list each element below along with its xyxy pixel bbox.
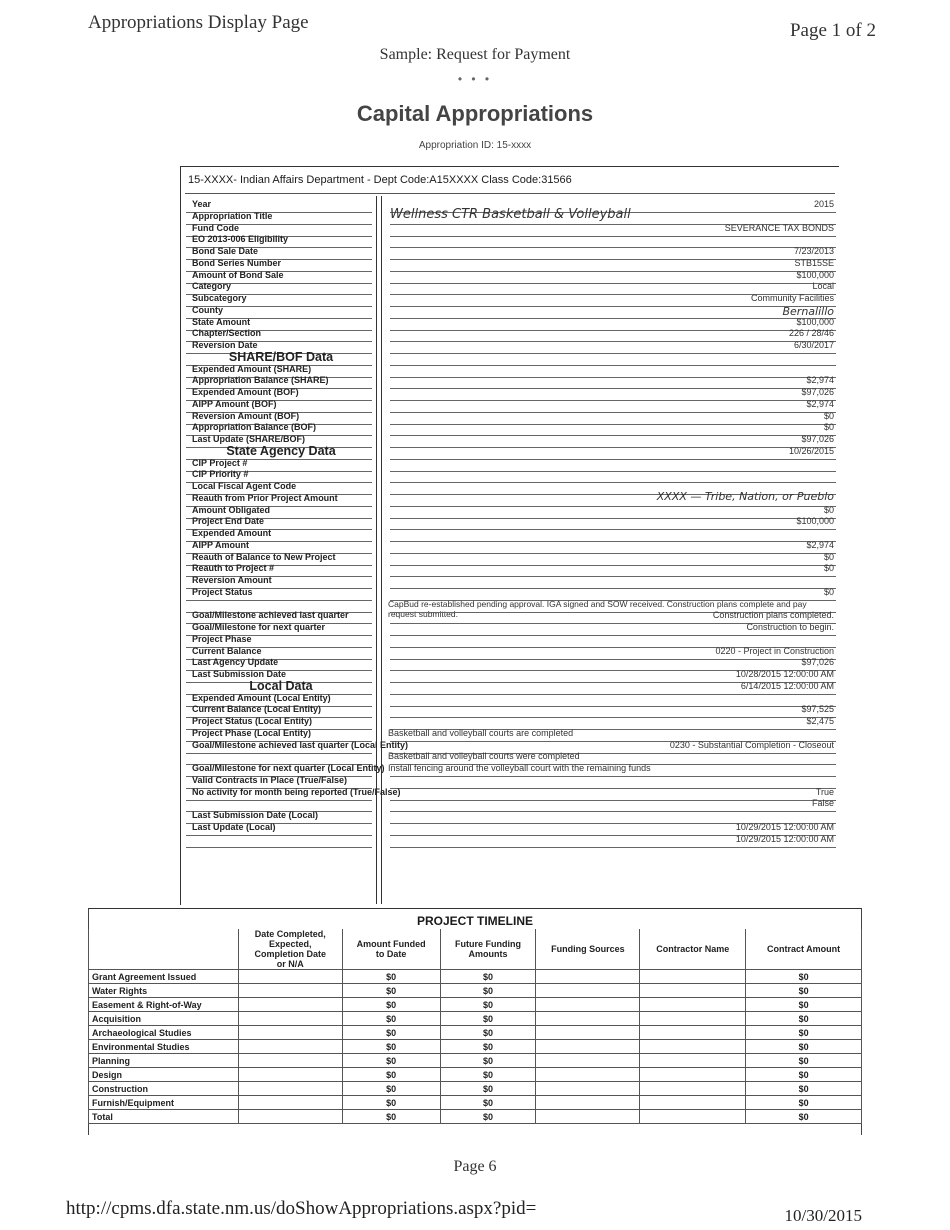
timeline-row-name: Grant Agreement Issued — [89, 970, 239, 984]
detail-row — [186, 833, 836, 848]
row-rule — [186, 847, 372, 848]
future-funding-cell: $0 — [440, 1110, 536, 1124]
timeline-body — [89, 970, 862, 1124]
amount-funded-cell: $0 — [342, 998, 440, 1012]
field-label: Chapter/Section — [192, 328, 262, 339]
field-value: $97,525 — [801, 704, 834, 715]
field-label: Project Status (Local Entity) — [192, 716, 313, 726]
field-value: $2,974 — [806, 375, 834, 386]
field-label: Amount of Bond Sale — [192, 269, 284, 280]
funding-sources-cell — [536, 970, 640, 984]
timeline-row — [89, 970, 862, 984]
future-funding-cell: $0 — [440, 1040, 536, 1054]
field-label: Bond Sale Date — [192, 246, 259, 256]
section-heading: SHARE/BOF Data — [228, 349, 334, 364]
timeline-row-name: Construction — [89, 1082, 239, 1096]
amount-funded-cell: $0 — [342, 970, 440, 984]
contract-amount-cell: $0 — [746, 970, 862, 984]
field-value: Wellness CTR Basketball & Volleyball — [390, 206, 631, 222]
contract-amount-cell: $0 — [746, 1026, 862, 1040]
contractor-name-cell — [640, 1082, 746, 1096]
field-label: Project End Date — [192, 516, 265, 527]
field-label: Reauth of Balance to New Project — [192, 551, 336, 562]
field-value: $2,974 — [806, 539, 834, 550]
field-value: $97,026 — [801, 434, 834, 444]
contractor-name-cell — [640, 1110, 746, 1124]
timeline-row-name: Water Rights — [89, 984, 239, 998]
field-value: XXXX — Tribe, Nation, or Pueblo — [656, 489, 834, 503]
footer-url: http://cpms.dfa.state.nm.us/doShowAppropriations.aspx?pid= — [66, 1198, 537, 1219]
field-label: Amount Obligated — [192, 504, 270, 515]
funding-sources-cell — [536, 1054, 640, 1068]
date-cell — [238, 1012, 342, 1026]
document-subtitle: Sample: Request for Payment — [379, 46, 571, 63]
field-value: 10/26/2015 — [788, 445, 834, 456]
field-label: Reauth from Prior Project Amount — [192, 492, 338, 503]
field-value: Construction plans completed. — [712, 610, 834, 621]
field-value: $100,000 — [796, 516, 834, 527]
amount-funded-cell: $0 — [342, 1096, 440, 1110]
field-value: $100,000 — [796, 269, 834, 280]
contractor-name-cell — [640, 984, 746, 998]
row-rule — [390, 847, 836, 848]
department-line: 15-XXXX- Indian Affairs Department - Dept Code:A15XXXX Class Code:31566 — [188, 174, 572, 186]
header-funding-sources: Funding Sources — [536, 929, 640, 970]
field-label: State Amount — [192, 316, 251, 327]
field-label: Expended Amount (Local Entity) — [192, 692, 331, 703]
timeline-row-name: Archaeological Studies — [89, 1026, 239, 1040]
section-heading: Local Data — [249, 678, 313, 693]
funding-sources-cell — [536, 1110, 640, 1124]
field-value: $2,475 — [806, 716, 834, 726]
amount-funded-cell: $0 — [342, 1082, 440, 1096]
field-label: Appropriation Title — [192, 210, 273, 221]
amount-funded-cell: $0 — [342, 1054, 440, 1068]
timeline-row — [89, 1096, 862, 1110]
header-cell — [89, 929, 239, 970]
date-cell — [238, 1110, 342, 1124]
amount-funded-cell: $0 — [342, 1040, 440, 1054]
field-value: STB15SE — [794, 257, 834, 268]
amount-funded-cell: $0 — [342, 1012, 440, 1026]
field-label: Year — [192, 199, 212, 209]
field-label: Current Balance — [192, 645, 262, 656]
timeline-row-name: Acquisition — [89, 1012, 239, 1026]
field-value: Local — [812, 281, 834, 292]
funding-sources-cell — [536, 1068, 640, 1082]
contractor-name-cell — [640, 970, 746, 984]
contract-amount-cell: $0 — [746, 1082, 862, 1096]
funding-sources-cell — [536, 1040, 640, 1054]
field-label: Last Update (Local) — [192, 821, 276, 832]
funding-sources-cell — [536, 984, 640, 998]
header-date-line: or N/A — [276, 959, 304, 969]
header-contract-amount: Contract Amount — [746, 929, 862, 970]
date-cell — [238, 1040, 342, 1054]
contractor-name-cell — [640, 998, 746, 1012]
amount-funded-cell: $0 — [342, 1026, 440, 1040]
field-label: CIP Priority # — [192, 469, 249, 480]
divider — [185, 193, 835, 194]
separator-dots: • • • — [457, 72, 493, 86]
date-cell — [238, 1054, 342, 1068]
field-label: Bond Series Number — [192, 257, 282, 268]
field-label: AIPP Amount — [192, 539, 250, 550]
header-date-line: Completion Date — [254, 949, 327, 959]
future-funding-cell: $0 — [440, 984, 536, 998]
field-value: 10/29/2015 12:00:00 AM — [735, 821, 834, 832]
project-timeline-table — [88, 929, 862, 1124]
date-cell — [238, 998, 342, 1012]
field-label: Project Phase (Local Entity) — [192, 727, 312, 738]
future-funding-cell: $0 — [440, 970, 536, 984]
header-amount-line: to Date — [375, 949, 407, 959]
field-value: $0 — [823, 551, 834, 562]
field-label: CIP Project # — [192, 457, 248, 468]
field-label: EO 2013-006 Eligibility — [192, 234, 289, 245]
contractor-name-cell — [640, 1054, 746, 1068]
field-label: Goal/Milestone achieved last quarter — [192, 610, 349, 621]
contractor-name-cell — [640, 1026, 746, 1040]
future-funding-cell: $0 — [440, 998, 536, 1012]
contractor-name-cell — [640, 1012, 746, 1026]
timeline-row — [89, 1068, 862, 1082]
date-cell — [238, 984, 342, 998]
field-label: No activity for month being reported (True/False) — [192, 786, 401, 797]
header-amount-funded — [342, 929, 440, 970]
field-label: AIPP Amount (BOF) — [192, 398, 277, 409]
contract-amount-cell: $0 — [746, 1040, 862, 1054]
field-value: Basketball and volleyball courts were completed — [388, 751, 580, 762]
field-value: 6/30/2017 — [793, 340, 834, 350]
field-label: Valid Contracts in Place (True/False) — [192, 774, 348, 785]
field-label: Expended Amount (BOF) — [192, 387, 299, 397]
field-label: Goal/Milestone achieved last quarter (Local Entity) — [192, 739, 409, 750]
date-cell — [238, 970, 342, 984]
field-value: $97,026 — [801, 657, 834, 668]
header-date — [238, 929, 342, 970]
field-value: $97,026 — [801, 387, 834, 397]
field-label: Expended Amount — [192, 528, 272, 538]
timeline-row-name: Design — [89, 1068, 239, 1082]
page-counter: Page 1 of 2 — [789, 20, 876, 41]
field-label: Reversion Amount (BOF) — [192, 410, 300, 421]
field-value: Community Facilities — [750, 293, 834, 303]
field-label: Goal/Milestone for next quarter — [192, 622, 326, 632]
future-funding-cell: $0 — [440, 1026, 536, 1040]
field-value: SEVERANCE TAX BONDS — [724, 222, 834, 233]
timeline-row — [89, 984, 862, 998]
timeline-row — [89, 1012, 862, 1026]
timeline-row-name: Planning — [89, 1054, 239, 1068]
field-label: Appropriation Balance (BOF) — [192, 422, 317, 433]
field-label: Reversion Amount — [192, 575, 272, 585]
field-label: Project Phase — [192, 633, 252, 644]
funding-sources-cell — [536, 1026, 640, 1040]
date-cell — [238, 1068, 342, 1082]
timeline-title: PROJECT TIMELINE — [416, 914, 533, 928]
date-cell — [238, 1026, 342, 1040]
future-funding-cell: $0 — [440, 1054, 536, 1068]
field-value: 0230 - Substantial Completion - Closeout — [669, 739, 834, 750]
field-label: Last Submission Date (Local) — [192, 810, 319, 820]
footer-date: 10/30/2015 — [784, 1206, 862, 1225]
timeline-header-row — [89, 929, 862, 970]
future-funding-cell: $0 — [440, 1012, 536, 1026]
field-value: 10/29/2015 12:00:00 AM — [735, 833, 834, 844]
field-value: 226 / 28/46 — [788, 328, 834, 339]
header-contractor-name: Contractor Name — [640, 929, 746, 970]
header-future-line: Amounts — [468, 949, 508, 959]
field-value: $0 — [823, 563, 834, 574]
amount-funded-cell: $0 — [342, 1068, 440, 1082]
field-label: Appropriation Balance (SHARE) — [192, 375, 329, 386]
funding-sources-cell — [536, 1012, 640, 1026]
header-future-line: Future Funding — [455, 939, 521, 949]
field-value: $100,000 — [796, 316, 834, 327]
timeline-row — [89, 1110, 862, 1124]
header-date-line: Expected, — [269, 939, 312, 949]
header-future-funding — [440, 929, 536, 970]
timeline-row-name: Environmental Studies — [89, 1040, 239, 1054]
field-label: Reversion Date — [192, 340, 258, 350]
funding-sources-cell — [536, 998, 640, 1012]
field-value: Install fencing around the volleyball court with the remaining funds — [388, 763, 651, 773]
timeline-row — [89, 1026, 862, 1040]
field-value: CapBud re-established pending approval. IGA signed and SOW received. Construction plans complete and pay request submitted. — [388, 598, 807, 619]
contract-amount-cell: $0 — [746, 1068, 862, 1082]
field-label: Last Submission Date — [192, 669, 287, 679]
page-header-title: Appropriations Display Page — [88, 12, 309, 33]
timeline-row — [89, 1054, 862, 1068]
field-label: Current Balance (Local Entity) — [192, 704, 322, 715]
field-label: Last Agency Update — [192, 657, 279, 668]
field-value: 0220 - Project in Construction — [715, 645, 834, 656]
date-cell — [238, 1096, 342, 1110]
field-label: Reauth to Project # — [192, 563, 275, 574]
timeline-row — [89, 1040, 862, 1054]
field-value: $2,974 — [806, 398, 834, 409]
timeline-row — [89, 998, 862, 1012]
contractor-name-cell — [640, 1096, 746, 1110]
field-value: Bernalillo — [782, 304, 834, 318]
field-label: Project Status — [192, 586, 253, 597]
field-value: $0 — [823, 504, 834, 515]
amount-funded-cell: $0 — [342, 1110, 440, 1124]
page-number: Page 6 — [453, 1158, 497, 1175]
field-value: Basketball and volleyball courts are completed — [388, 727, 574, 738]
field-value: 10/28/2015 12:00:00 AM — [735, 669, 834, 679]
section-heading: State Agency Data — [226, 443, 336, 458]
page-title: Capital Appropriations — [356, 101, 594, 126]
timeline-row-name: Total — [89, 1110, 239, 1124]
appropriation-id: Appropriation ID: 15-xxxx — [418, 140, 532, 151]
contract-amount-cell: $0 — [746, 1054, 862, 1068]
field-label: Category — [192, 281, 232, 292]
funding-sources-cell — [536, 1082, 640, 1096]
contract-amount-cell: $0 — [746, 1110, 862, 1124]
timeline-row-name: Furnish/Equipment — [89, 1096, 239, 1110]
contractor-name-cell — [640, 1040, 746, 1054]
field-value: 7/23/2013 — [793, 246, 834, 256]
field-value: 2015 — [813, 199, 834, 209]
contractor-name-cell — [640, 1068, 746, 1082]
future-funding-cell: $0 — [440, 1068, 536, 1082]
timeline-row-name: Easement & Right-of-Way — [89, 998, 239, 1012]
contract-amount-cell: $0 — [746, 1012, 862, 1026]
contract-amount-cell: $0 — [746, 998, 862, 1012]
field-label: Local Fiscal Agent Code — [192, 481, 297, 491]
contract-amount-cell: $0 — [746, 984, 862, 998]
field-label: Last Update (SHARE/BOF) — [192, 434, 306, 444]
header-date-line: Date Completed, — [254, 929, 326, 939]
field-value: Construction to begin. — [746, 622, 834, 632]
field-value: $0 — [823, 410, 834, 421]
funding-sources-cell — [536, 1096, 640, 1110]
field-label: County — [192, 304, 223, 315]
field-label: Subcategory — [192, 293, 247, 303]
future-funding-cell: $0 — [440, 1096, 536, 1110]
field-value: False — [811, 798, 834, 809]
future-funding-cell: $0 — [440, 1082, 536, 1096]
field-value: $0 — [823, 586, 834, 597]
timeline-row — [89, 1082, 862, 1096]
field-label: Expended Amount (SHARE) — [192, 363, 312, 374]
header-amount-line: Amount Funded — [356, 939, 426, 949]
field-value: $0 — [823, 422, 834, 433]
field-value: True — [815, 786, 834, 797]
contract-amount-cell: $0 — [746, 1096, 862, 1110]
amount-funded-cell: $0 — [342, 984, 440, 998]
field-value: 6/14/2015 12:00:00 AM — [740, 680, 834, 691]
field-label: Fund Code — [192, 222, 239, 233]
field-label: Goal/Milestone for next quarter (Local Entity) — [192, 763, 385, 773]
date-cell — [238, 1082, 342, 1096]
